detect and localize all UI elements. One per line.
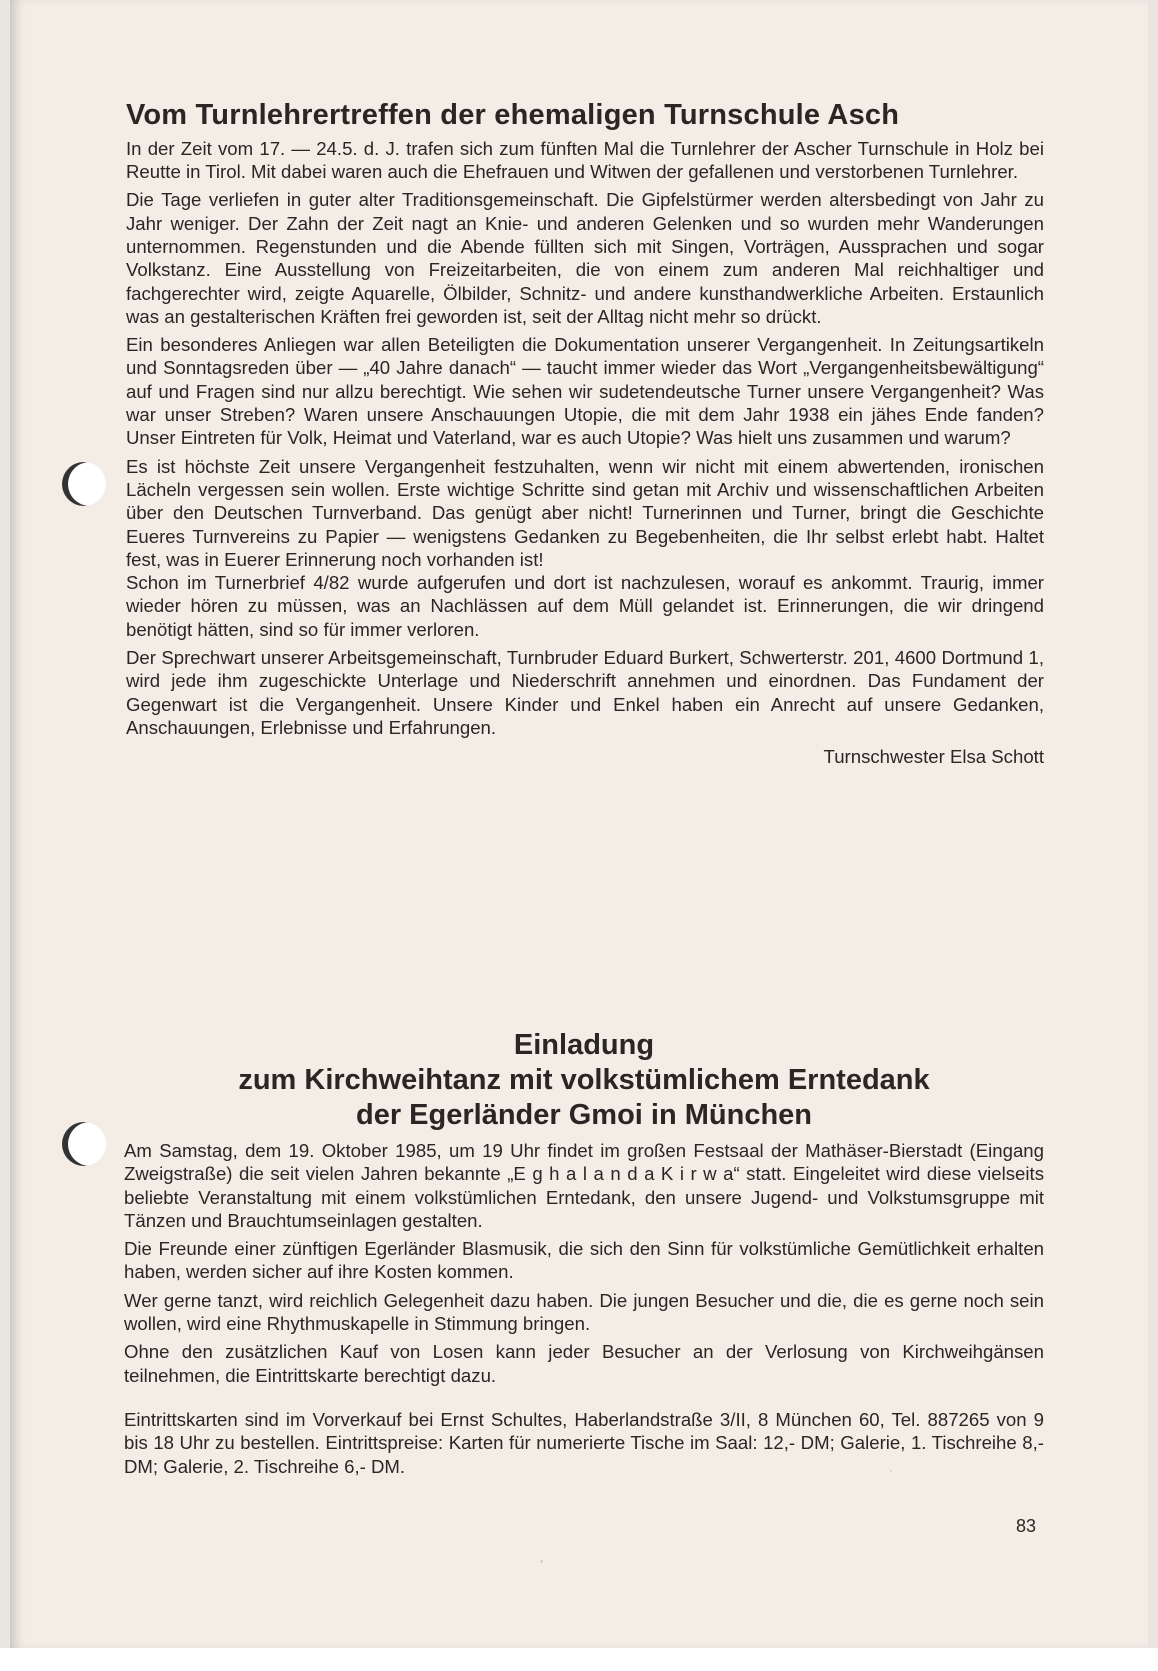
article-signature: Turnschwester Elsa Schott bbox=[823, 746, 1044, 768]
invitation-paragraph: Am Samstag, dem 19. Oktober 1985, um 19 Uhr findet im großen Festsaal der Mathäser-Bierstadt (Eingang Zweigstraße) die seit vielen Jahren bekannte „E g h a l a n d a K i r w a“ statt. Eingeleitet wird diese vielseits beliebte Veranstaltung mit einem volkstümlichen Erntedank, den unsere Jugend- und Volkstumsgruppe mit Tänzen und Brauchtumseinlagen gestalten. bbox=[124, 1140, 1044, 1231]
article-paragraph: Ein besonderes Anliegen war allen Beteiligten die Dokumentation unserer Vergangenheit. In Zeitungsartikeln und Sonntagsreden über — „40 Jahre danach“ — taucht immer wieder das Wort „Vergangenheitsbewältigung“ auf und Fragen sind nur allzu berechtigt. Wie sehen wir sudetendeutsche Turner unsere Vergangenheit? Was war unser Streben? Waren unsere Anschauungen Utopie, die mit dem Jahr 1938 ein jähes Ende fanden? Unser Eintreten für Volk, Heimat und Vaterland, war es auch Utopie? Was hielt uns zusammen und warum? bbox=[126, 334, 1044, 449]
invitation-heading-line: zum Kirchweihtanz mit volkstümlichem Erntedank bbox=[238, 1064, 930, 1096]
article-title: Vom Turnlehrertreffen der ehemaligen Turnschule Asch bbox=[126, 99, 900, 131]
invitation-heading-line: der Egerländer Gmoi in München bbox=[355, 1099, 812, 1131]
page-number: 83 bbox=[1016, 1516, 1037, 1536]
ticket-info: Eintrittskarten sind im Vorverkauf bei Ernst Schultes, Haberlandstraße 3/II, 8 München 60, Tel. 887265 von 9 bis 18 Uhr zu bestellen. Eintrittspreise: Karten für numerierte Tische im Saal: 12,- DM; Galerie, 1. Tischreihe 8,- DM; Galerie, 2. Tischreihe 6,- DM. bbox=[124, 1408, 1044, 1477]
punch-hole-lower bbox=[62, 1122, 106, 1166]
invitation-heading-line: Einladung bbox=[513, 1029, 655, 1061]
article bbox=[126, 98, 1044, 774]
article-paragraph: Es ist höchste Zeit unsere Vergangenheit festzuhalten, wenn wir nicht mit einem abwertenden, ironischen Lächeln vergessen sein wollen. Erste wichtige Schritte sind getan mit Archiv und wissenschaftlichen Arbeiten über den Deutschen Turnverband. Das genügt aber nicht! Turnerinnen und Turner, bringt die Geschichte Eueres Turnvereins zu Papier — wenigstens Gedanken zu Begebenheiten, die Ihr selbst erlebt habt. Haltet fest, was in Euerer Erinnerung noch vorhanden ist! bbox=[126, 455, 1044, 570]
invitation bbox=[124, 1028, 1044, 1483]
invitation-paragraph: Die Freunde einer zünftigen Egerländer Blasmusik, die sich den Sinn für volkstümliche Gemütlichkeit erhalten haben, werden sicher auf ihre Kosten kommen. bbox=[124, 1238, 1044, 1283]
invitation-paragraph: Wer gerne tanzt, wird reichlich Gelegenheit dazu haben. Die jungen Besucher und die, die es gerne noch sein wollen, wird eine Rhythmuskapelle in Stimmung bringen. bbox=[124, 1289, 1044, 1335]
article-paragraph: Der Sprechwart unserer Arbeitsgemeinschaft, Turnbruder Eduard Burkert, Schwerterstr. 201, 4600 Dortmund 1, wird jede ihm zugeschickte Unterlage und Niederschrift annehmen und einordnen. Das Fundament der Gegenwart ist die Vergangenheit. Unsere Kinder und Enkel haben ein Anrecht auf unsere Gedanken, Anschauungen, Erlebnisse und Erfahrungen. bbox=[126, 647, 1044, 738]
scan-border bbox=[0, 1648, 1158, 1671]
article-paragraph: In der Zeit vom 17. — 24.5. d. J. trafen sich zum fünften Mal die Turnlehrer der Ascher Turnschule in Holz bei Reutte in Tirol. Mit dabei waren auch die Ehefrauen und Witwen der gefallenen und verstorbenen Turnlehrer. bbox=[126, 137, 1044, 183]
article-paragraph: Die Tage verliefen in guter alter Traditionsgemeinschaft. Die Gipfelstürmer werden altersbedingt von Jahr zu Jahr weniger. Der Zahn der Zeit nagt an Knie- und anderen Gelenken und so wurden mehr Wanderungen unternommen. Regenstunden und die Abende füllten sich mit Singen, Vorträgen, Aussprachen und sogar Volkstanz. Eine Ausstellung von Freizeitarbeiten, die von einem zum anderen Mal reichhaltiger und fachgerechter wird, zeigte Aquarelle, Ölbilder, Schnitz- und andere kunsthandwerkliche Arbeiten. Erstaunlich was an gestalterischen Kräften frei geworden ist, seit der Alltag nicht mehr so drückt. bbox=[126, 189, 1044, 327]
punch-hole-upper bbox=[62, 462, 106, 506]
invitation-paragraph: Ohne den zusätzlichen Kauf von Losen kann jeder Besucher an der Verlosung von Kirchweihgänsen teilnehmen, die Eintrittskarte berechtigt dazu. bbox=[124, 1341, 1044, 1386]
article-paragraph: Schon im Turnerbrief 4/82 wurde aufgerufen und dort ist nachzulesen, worauf es ankommt. Traurig, immer wieder hören zu müssen, was an Nachlässen auf dem Müll gelandet ist. Erinnerungen, die wir dringend benötigt hätten, sind so für immer verloren. bbox=[126, 572, 1044, 640]
invitation-heading bbox=[124, 1028, 1044, 1133]
